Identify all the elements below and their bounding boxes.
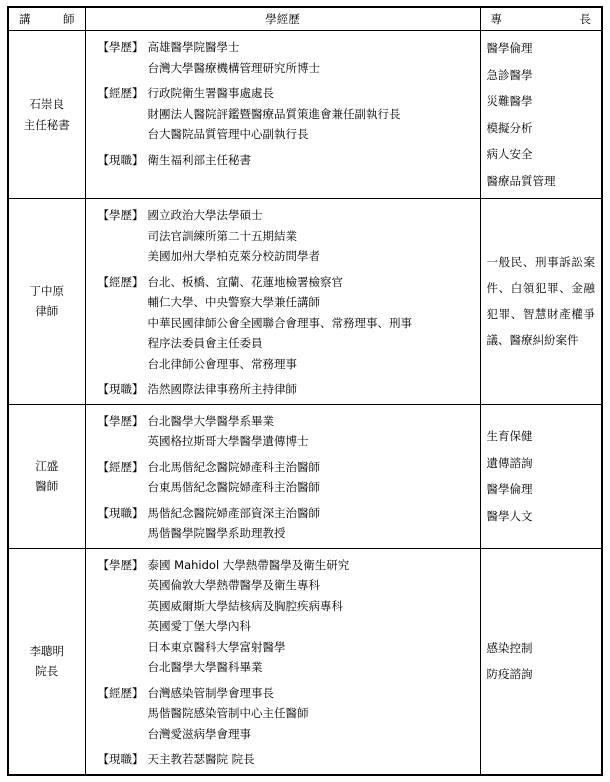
specialty-item: 醫學人文 — [486, 508, 533, 523]
education-block — [98, 555, 480, 678]
block-line: 馬偕醫院感染管制中心主任醫師 — [147, 706, 309, 720]
block-line: 英國愛丁堡大學內科 — [147, 619, 251, 633]
block-line: 程序法委員會主任委員 — [147, 336, 263, 350]
header-specialty-char-1: 專 — [490, 11, 502, 26]
block-line: 泰國 Mahidol 大學熱帶醫學及衛生研究 — [147, 557, 350, 572]
lecturer-name-line: 石崇良 — [29, 97, 64, 111]
block-tag: 【學歷】 — [97, 557, 144, 572]
block-tag: 【學歷】 — [97, 208, 144, 222]
block-line: 中華民國律師公會全國聯合會理事、常務理事、刑事 — [147, 315, 412, 330]
block-line: 台北醫學大學醫學系畢業 — [147, 413, 274, 428]
specialty-item: 急診醫學 — [486, 67, 533, 82]
specialty-item: 防疫諮詢 — [486, 667, 533, 681]
block-tag: 【現職】 — [97, 382, 144, 396]
block-line: 財團法人醫院評鑑暨醫療品質策進會兼任副執行長 — [147, 106, 401, 121]
block-line: 浩然國際法律事務所主持律師 — [147, 382, 297, 396]
block-line: 馬偕紀念醫院婦產部資深主治醫師 — [147, 505, 320, 520]
specialty-item: 生育保健 — [486, 429, 533, 443]
block-tag: 【現職】 — [97, 152, 144, 167]
experience-cell — [85, 548, 480, 775]
lecturer-title-line: 院長 — [35, 664, 59, 678]
block-line: 輔仁大學、中央警察大學兼任講師 — [147, 295, 320, 309]
header-specialty-char-2: 長 — [579, 11, 591, 26]
block-tag: 【經歷】 — [97, 459, 144, 474]
block-tag: 【經歷】 — [97, 86, 144, 100]
block-line: 英國威爾斯大學結核病及胸腔疾病專科 — [147, 598, 343, 613]
education-block — [98, 205, 480, 267]
block-line: 美國加州大學柏克萊分校訪問學者 — [147, 249, 320, 263]
block-line: 英國倫敦大學熱帶醫學及衛生專科 — [147, 578, 320, 592]
block-tag: 【學歷】 — [97, 40, 144, 54]
career-block — [98, 83, 480, 145]
block-tag: 【現職】 — [97, 505, 144, 520]
block-line: 天主教若瑟醫院 院長 — [147, 752, 255, 766]
table-row — [8, 31, 602, 199]
block-line: 司法官訓練所第二十五期結業 — [147, 228, 297, 243]
block-tag: 【經歷】 — [97, 685, 144, 700]
current-position-block — [98, 379, 480, 400]
lecturer-title-line: 主任秘書 — [23, 117, 70, 132]
block-line: 日本東京醫科大學富射醫學 — [147, 639, 286, 654]
block-line: 高雄醫學院醫學士 — [147, 40, 240, 54]
block-line: 台灣愛滋病學會理事 — [147, 726, 251, 741]
experience-cell — [85, 199, 480, 405]
header-row — [8, 7, 602, 31]
table-row — [8, 548, 602, 775]
current-position-block — [98, 749, 480, 770]
block-tag: 【經歷】 — [97, 274, 144, 289]
block-line: 台灣大學醫療機構管理研究所博士 — [147, 60, 320, 75]
block-line: 台北、板橋、宜蘭、花蓮地檢署檢察官 — [147, 274, 343, 289]
specialty-cell — [480, 31, 602, 199]
block-line: 國立政治大學法學碩士 — [147, 208, 263, 222]
block-line: 台灣感染管制學會理事長 — [147, 685, 274, 700]
block-tag: 【現職】 — [97, 752, 144, 766]
block-line: 英國格拉斯哥大學醫學遺傳博士 — [147, 434, 309, 448]
lecturer-title-line: 醫師 — [35, 479, 59, 493]
lecturer-name — [8, 199, 85, 405]
specialty-item: 醫學倫理 — [486, 482, 533, 496]
specialty-paragraph: 一般民、刑事訴訟案件、白領犯罪、金融犯罪、智慧財產權爭議、醫療糾紛案件 — [486, 255, 595, 348]
education-block — [98, 411, 480, 452]
career-block — [98, 457, 480, 498]
specialty-item: 感染控制 — [486, 640, 533, 655]
specialty-item: 災難醫學 — [486, 94, 533, 108]
lecturer-name-line: 江盛 — [35, 458, 59, 473]
career-block — [98, 272, 480, 375]
block-line: 台北律師公會理事、常務理事 — [147, 356, 297, 371]
specialty-cell — [480, 548, 602, 775]
block-line: 衛生福利部主任秘書 — [147, 152, 251, 167]
specialty-item: 醫療品質管理 — [486, 173, 556, 188]
lecturer-name — [8, 404, 85, 548]
specialty-item: 醫學倫理 — [486, 41, 533, 55]
table-row — [8, 199, 602, 405]
block-line: 馬偕醫學院醫學系助理教授 — [147, 526, 286, 540]
current-position-block — [98, 150, 480, 171]
block-line: 行政院衛生署醫事處處長 — [147, 86, 274, 100]
block-line: 台北馬偕紀念醫院婦產科主治醫師 — [147, 459, 320, 474]
experience-cell — [85, 31, 480, 199]
block-tag: 【學歷】 — [97, 413, 144, 428]
block-line: 台北醫學大學醫科畢業 — [147, 660, 263, 674]
lecturer-title-line: 律師 — [35, 304, 59, 319]
specialty-cell — [480, 404, 602, 548]
lecturer-name-line: 李聰明 — [29, 643, 64, 658]
specialty-cell — [480, 199, 602, 405]
lecturer-name-line: 丁中原 — [29, 283, 64, 298]
lecturer-table — [7, 6, 603, 776]
table-row — [8, 404, 602, 548]
block-line: 台大醫院品質管理中心副執行長 — [147, 127, 309, 141]
specialty-item: 遺傳諮詢 — [486, 455, 533, 470]
header-lecturer-char-2: 師 — [63, 11, 75, 26]
header-experience: 學經歷 — [85, 7, 480, 31]
career-block — [98, 683, 480, 745]
block-line: 台東馬偕紀念醫院婦產科主治醫師 — [147, 480, 320, 494]
header-specialty — [480, 7, 602, 31]
education-block — [98, 37, 480, 78]
specialty-item: 病人安全 — [486, 147, 533, 161]
header-lecturer — [8, 7, 85, 31]
header-lecturer-char-1: 講 — [19, 11, 31, 26]
lecturer-name — [8, 31, 85, 199]
current-position-block — [98, 503, 480, 544]
lecturer-name — [8, 548, 85, 775]
specialty-item: 模擬分析 — [486, 120, 533, 135]
experience-cell — [85, 404, 480, 548]
